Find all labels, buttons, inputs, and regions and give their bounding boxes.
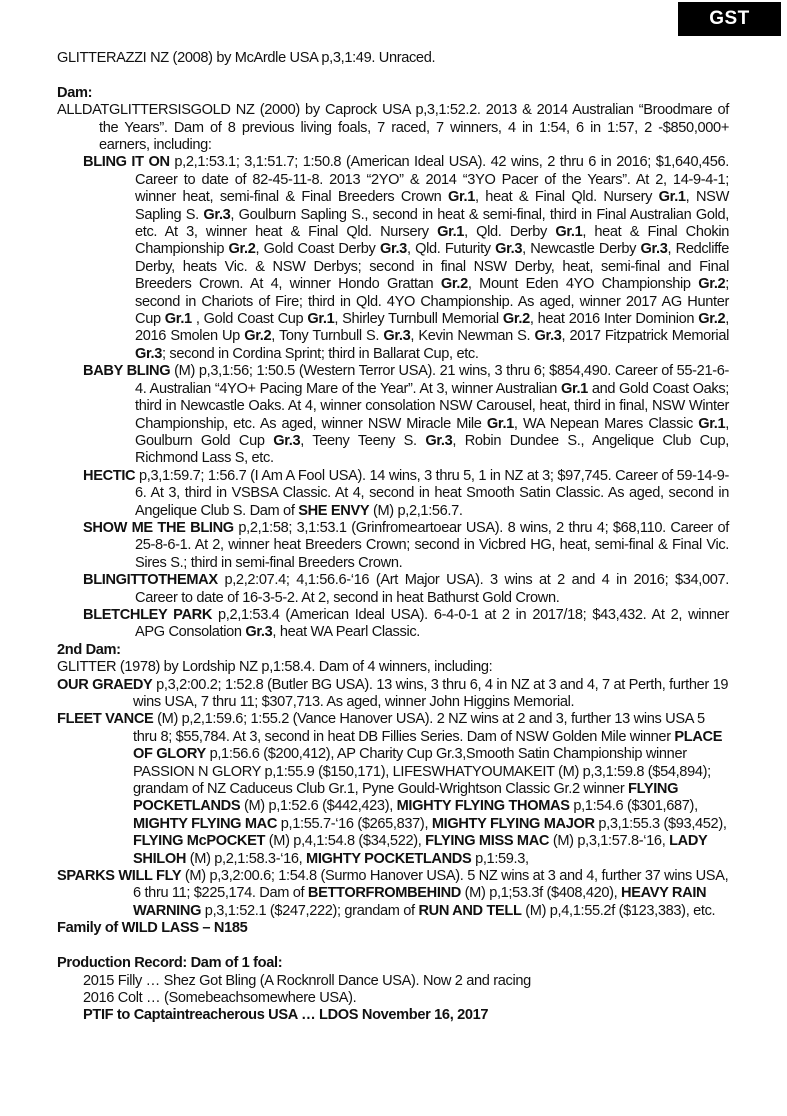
bold-text-run: Gr.1	[307, 311, 335, 328]
bold-text-run: Gr.1	[486, 415, 514, 432]
progeny-entry	[57, 468, 729, 520]
bold-text-run: Gr.1	[164, 311, 192, 328]
lot-title-line: GLITTERAZZI NZ (2008) by McArdle USA p,3,1:49. Unraced.	[57, 50, 436, 66]
text-run: ALLDATGLITTERSISGOLD NZ (2000) by Caprock USA p,3,1:52.2. 2013 & 2014 Australian “Broodmare of the Years”. Dam of 8 previous living foals, 7 raced, 7 winners, 4 in 1:54, 6 in 1:57, 2 -$850,000+ earners, including:	[57, 102, 729, 154]
text-run: (M) p,2,1:56.7.	[369, 502, 463, 519]
text-run: , Teeny Teeny S.	[300, 432, 426, 449]
bold-text-run: RUN AND TELL	[418, 902, 522, 919]
text-run: p,1:56.6 ($200,412), AP Charity Cup Gr.3,Smooth Satin Championship winner PASSION N GLORY p,1:55.9 ($150,171), LIFESWHATYOUMAKEIT (M) p,3,1:59.8 ($54,894); grandam of NZ Caduceus Club Gr.1, Pyne Gould-Wrightson Classic Gr.2 winner	[133, 746, 711, 798]
bold-text-run: BETTORFROMBEHIND	[307, 885, 461, 902]
bold-text-run: BABY BLING	[83, 363, 171, 380]
bold-text-run: Gr.2	[440, 276, 468, 293]
bold-text-run: Gr.1	[437, 224, 465, 241]
text-run: , Tony Turnbull S.	[271, 328, 384, 345]
dam-progeny-list	[57, 154, 729, 641]
text-run: and Gold Coast Oaks; third in Newcastle Oaks. At 4, winner consolation NSW Carousel, heat, third in final, NSW Winter Championship, etc. As aged, winner NSW Miracle Mile	[135, 380, 729, 432]
text-run: (M) p,2,1:58.3-‘16,	[186, 850, 307, 867]
production-line: 2015 Filly … Shez Got Bling (A Rocknroll Dance USA). Now 2 and racing	[83, 972, 531, 989]
bold-text-run: Gr.3	[135, 345, 162, 362]
progeny-entry	[57, 572, 729, 607]
bold-text-run: FLYING POCKETLANDS	[133, 781, 679, 815]
bold-text-run: OUR GRAEDY	[57, 676, 153, 693]
bold-text-run: LADY SHILOH	[133, 833, 708, 867]
family-line: Family of WILD LASS – N185	[57, 920, 248, 937]
progeny-entry	[57, 363, 729, 467]
bold-text-run: Gr.2	[228, 241, 256, 258]
text-run: p,3,1:59.7; 1:56.7 (I Am A Fool USA). 14 wins, 3 thru 5, 1 in NZ at 3; $97,745. Career of 59-14-9-6. At 3, third in VSBSA Classic. At 4, second in heat Smooth Satin Classic. As aged, second in Angelique Club S. Dam of	[135, 467, 729, 519]
progeny-entry	[57, 520, 729, 572]
bold-text-run: Gr.2	[244, 328, 272, 345]
text-run: p,3,1:55.3 ($93,452),	[594, 815, 727, 832]
production-heading: Production Record: Dam of 1 foal:	[57, 955, 283, 972]
dam-intro	[57, 102, 729, 154]
bold-text-run: Gr.3	[534, 328, 562, 345]
bold-text-run: Gr.1	[447, 189, 475, 206]
text-run: , heat WA Pearl Classic.	[272, 624, 420, 641]
text-run: (M) p,3,1:57.8-‘16,	[549, 833, 670, 850]
bold-text-run: Gr.3	[273, 432, 301, 449]
second-dam-heading: 2nd Dam:	[57, 641, 121, 658]
bold-text-run: Gr.3	[203, 206, 231, 223]
dam-heading: Dam:	[57, 84, 93, 101]
text-run: p,2,1:58; 3,1:53.1 (Grinfromeartoear USA). 8 wins, 2 thru 4; $68,110. Career of 25-8-6-1. At 2, winner heat Breeders Crown; second in Vicbred HG, heat, semi-final & Final Vic. Sires S.; third in semi-final Breeders Crown.	[135, 519, 729, 571]
bold-text-run: BLINGITTOTHEMAX	[83, 572, 218, 589]
bold-text-run: Gr.1	[658, 189, 686, 206]
text-run: , Shirley Turnbull Memorial	[334, 311, 503, 328]
text-run: (M) p,1:52.6 ($442,423),	[240, 798, 397, 815]
text-run: , Redcliffe Derby, heats Vic. & NSW Derbys; second in final NSW Derby, heat, semi-final and Final Breeders Crown. At 4, winner Hondo Grattan	[135, 241, 729, 293]
text-run: (M) p,3,2:00.6; 1:54.8 (Surmo Hanover USA). 5 NZ wins at 3 and 4, further 37 wins USA, 6 thru 11; $225,174. Dam of	[133, 868, 729, 902]
text-run: p,1:59.3,	[471, 850, 529, 867]
bold-text-run: Gr.1	[698, 415, 726, 432]
text-run: ; second in Chariots of Fire; third in Qld. 4YO Championship. As aged, winner 2017 AG Hunter Cup	[135, 276, 730, 328]
text-run: , 2017 Fitzpatrick Memorial	[561, 328, 729, 345]
bold-text-run: SHE ENVY	[298, 502, 370, 519]
bold-text-run: FLEET VANCE	[57, 711, 154, 728]
text-run: , heat & Final Qld. Nursery	[474, 189, 659, 206]
text-run: , Kevin Newman S.	[410, 328, 535, 345]
pedigree-document	[57, 50, 729, 1025]
progeny-entry	[57, 711, 729, 868]
bold-text-run: FLYING MISS MAC	[425, 833, 550, 850]
text-run: (M) p,4,1:55.2f ($123,383), etc.	[521, 902, 716, 919]
text-run: (M) p,3,1:56; 1:50.5 (Western Terror USA). 21 wins, 3 thru 6; $854,490. Career of 55-21-6-4. Australian “4YO+ Pacing Mare of the Year”. At 3, winner Australian	[135, 363, 729, 397]
text-run: , Gold Coast Derby	[255, 241, 380, 258]
progeny-entry	[57, 868, 729, 920]
production-list	[57, 973, 729, 1025]
bold-text-run: BLING IT ON	[83, 154, 170, 171]
text-run: (M) p,2,1:59.6; 1:55.2 (Vance Hanover USA). 2 NZ wins at 2 and 3, further 13 wins USA 5 thru 8; $55,784. At 3, second in heat DB Fillies Series. Dam of NSW Golden Mile winner	[133, 711, 705, 745]
bold-text-run: Gr.2	[698, 311, 726, 328]
bold-text-run: Gr.1	[560, 380, 588, 397]
badge-label: GST	[709, 8, 750, 29]
text-run: , NSW Sapling S.	[135, 189, 729, 223]
bold-text-run: Gr.2	[502, 311, 530, 328]
production-line: PTIF to Captaintreacherous USA … LDOS November 16, 2017	[83, 1007, 489, 1024]
text-run: , Robin Dundee S., Angelique Club Cup, Richmond Lass S, etc.	[135, 432, 730, 467]
text-run: , Gold Coast Cup	[191, 311, 308, 328]
text-run: (M) p,4,1:54.8 ($34,522),	[265, 833, 426, 850]
bold-text-run: Gr.2	[698, 276, 726, 293]
text-run: (M) p,1;53.3f ($408,420),	[460, 885, 622, 902]
progeny-entry	[57, 154, 729, 363]
second-dam-progeny-list	[57, 677, 729, 921]
text-run: , 2016 Smolen Up	[135, 311, 729, 345]
bold-text-run: MIGHTY POCKETLANDS	[306, 850, 472, 867]
bold-text-run: Gr.3	[640, 241, 668, 258]
text-run: , Newcastle Derby	[522, 241, 641, 258]
text-run: p,2,2:07.4; 4,1:56.6-‘16 (Art Major USA). 3 wins at 2 and 4 in 2016; $34,007. Career to date of 16-3-5-2. At 2, second in heat Bathurst Gold Crown.	[135, 572, 729, 606]
text-run: , Mount Eden 4YO Championship	[467, 276, 699, 293]
bold-text-run: PLACE OF GLORY	[133, 728, 723, 763]
bold-text-run: Gr.3	[383, 328, 411, 345]
bold-text-run: SHOW ME THE BLING	[83, 519, 234, 536]
bold-text-run: MIGHTY FLYING THOMAS	[396, 798, 570, 815]
text-run: p,3,1:52.1 ($247,222); grandam of	[201, 902, 419, 919]
text-run: , Goulburn Gold Cup	[135, 415, 729, 449]
text-run: , heat 2016 Inter Dominion	[529, 311, 699, 328]
bold-text-run: HECTIC	[83, 467, 136, 484]
bold-text-run: Gr.3	[245, 624, 273, 641]
text-run: , Goulburn Sapling S., second in heat & semi-final, third in Final Australian Gold, etc. At 3, winner heat & Final Qld. Nursery	[135, 206, 730, 241]
text-run: p,1:54.6 ($301,687),	[569, 798, 698, 815]
production-line: 2016 Colt … (Somebeachsomewhere USA).	[83, 989, 357, 1006]
text-run: p,1:55.7-‘16 ($265,837),	[277, 815, 432, 832]
text-run: , WA Nepean Mares Classic	[513, 415, 699, 432]
progeny-entry	[57, 607, 729, 642]
bold-text-run: MIGHTY FLYING MAC	[133, 815, 278, 832]
text-run: ; second in Cordina Sprint; third in Ballarat Cup, etc.	[162, 345, 479, 362]
bold-text-run: Gr.1	[555, 224, 583, 241]
bold-text-run: Gr.3	[379, 241, 407, 258]
bold-text-run: BLETCHLEY PARK	[83, 606, 213, 623]
text-run: , Qld. Derby	[464, 224, 556, 241]
second-dam-intro: GLITTER (1978) by Lordship NZ p,1:58.4. Dam of 4 winners, including:	[57, 659, 493, 676]
text-run: , heat & Final Chokin Championship	[135, 224, 729, 258]
bold-text-run: MIGHTY FLYING MAJOR	[431, 815, 595, 832]
bold-text-run: Gr.3	[495, 241, 523, 258]
bold-text-run: SPARKS WILL FLY	[57, 868, 182, 885]
text-run: , Qld. Futurity	[406, 241, 496, 258]
sale-code-badge	[678, 2, 781, 36]
bold-text-run: HEAVY RAIN WARNING	[133, 885, 707, 919]
bold-text-run: FLYING McPOCKET	[133, 833, 266, 850]
text-run: p,2,1:53.4 (American Ideal USA). 6-4-0-1 at 2 in 2017/18; $43,432. At 2, winner APG Consolation	[135, 606, 729, 641]
progeny-entry	[57, 677, 729, 712]
text-run: p,3,2:00.2; 1:52.8 (Butler BG USA). 13 wins, 3 thru 6, 4 in NZ at 3 and 4, 7 at Perth, further 19 wins USA, 7 thru 11; $307,713. As aged, winner John Higgins Memorial.	[133, 676, 729, 711]
text-run: p,2,1:53.1; 3,1:51.7; 1:50.8 (American Ideal USA). 42 wins, 2 thru 6 in 2016; $1,640,456. Career to date of 82-45-11-8. 2013 “2YO” & 2014 “3YO Pacer of the Years”. At 2, 14-9-4-1; winner heat, semi-final & Final Breeders Crown	[135, 154, 729, 206]
bold-text-run: Gr.3	[425, 432, 453, 449]
